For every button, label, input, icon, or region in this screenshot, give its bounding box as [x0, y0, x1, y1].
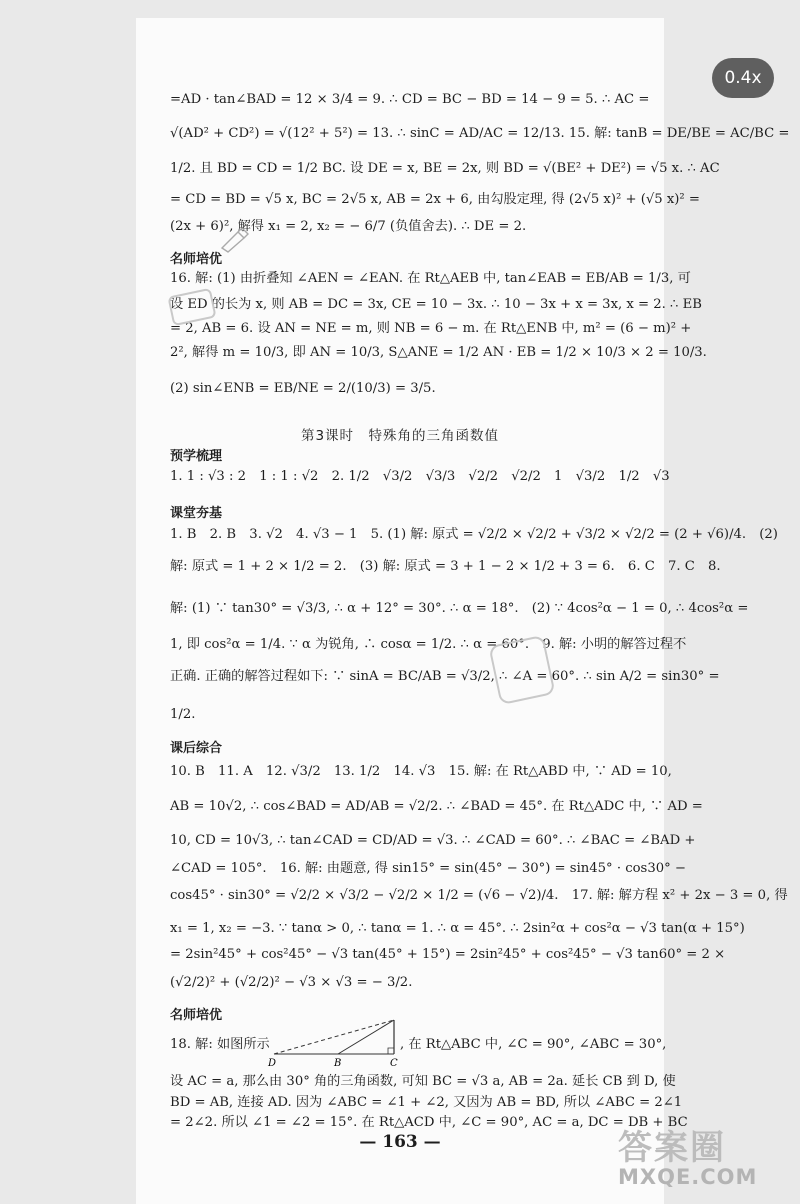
watermark-url: MXQE.COM [618, 1165, 758, 1189]
text-line: 设 AC = a, 那么由 30° 角的三角函数, 可知 BC = √3 a, AB = 2a. 延长 CB 到 D, 使 [170, 1074, 676, 1089]
text-line: 1/2. 且 BD = CD = 1/2 BC. 设 DE = x, BE = 2x, 则 BD = √(BE² + DE²) = √5 x. ∴ AC [170, 161, 720, 176]
section-heading: 课堂夯基 [170, 506, 223, 521]
text-line: BD = AB, 连接 AD. 因为 ∠ABC = ∠1 + ∠2, 又因为 AB = BD, 所以 ∠ABC = 2∠1 [170, 1095, 683, 1110]
text-line: 1. 1 : √3 : 2 1 : 1 : √2 2. 1/2 √3/2 √3/3 √2/2 √2/2 1 √3/2 1/2 √3 [170, 469, 670, 484]
text-line: 1, 即 cos²α = 1/4. ∵ α 为锐角, ∴ cosα = 1/2. ∴ α = 60°. 9. 解: 小明的解答过程不 [170, 637, 687, 652]
text-line: = CD = BD = √5 x, BC = 2√5 x, AB = 2x + 6, 由勾股定理, 得 (2√5 x)² + (√5 x)² = [170, 192, 700, 207]
watermark-logo-text: 答案圈 [618, 1128, 726, 1168]
text-line: AB = 10√2, ∴ cos∠BAD = AD/AB = √2/2. ∴ ∠BAD = 45°. 在 Rt△ADC 中, ∵ AD = [170, 799, 703, 814]
line-ba [338, 1020, 394, 1054]
text-line: 正确. 正确的解答过程如下: ∵ sinA = BC/AB = √3/2, ∴ ∠A = 60°. ∴ sin A/2 = sin30° = [170, 669, 720, 684]
section-heading: 名师培优 [170, 252, 223, 267]
text-line: x₁ = 1, x₂ = −3. ∵ tanα > 0, ∴ tanα = 1. ∴ α = 45°. ∴ 2sin²α + cos²α − √3 tan(α + 15°) [170, 921, 745, 936]
text-line: , 在 Rt△ABC 中, ∠C = 90°, ∠ABC = 30°, [400, 1037, 667, 1052]
text-line: 16. 解: (1) 由折叠知 ∠AEN = ∠EAN. 在 Rt△AEB 中, tan∠EAB = EB/AB = 1/3, 可 [170, 271, 691, 286]
text-line: =AD · tan∠BAD = 12 × 3/4 = 9. ∴ CD = BC − BD = 14 − 9 = 5. ∴ AC = [170, 92, 650, 107]
text-line: = 2sin²45° + cos²45° − √3 tan(45° + 15°) = 2sin²45° + cos²45° − √3 tan60° = 2 × [170, 947, 726, 962]
section-heading: 名师培优 [170, 1008, 223, 1023]
page-number: — 163 — [359, 1132, 441, 1152]
text-line: 2², 解得 m = 10/3, 即 AN = 10/3, S△ANE = 1/2 AN · EB = 1/2 × 10/3 × 2 = 10/3. [170, 345, 707, 360]
right-angle-mark [388, 1048, 394, 1054]
zoom-indicator[interactable]: 0.4x [712, 58, 774, 98]
label-c: C [390, 1058, 398, 1069]
text-line: ∠CAD = 105°. 16. 解: 由题意, 得 sin15° = sin(45° − 30°) = sin45° · cos30° − [170, 861, 686, 876]
text-line: (√2/2)² + (√2/2)² − √3 × √3 = − 3/2. [170, 975, 413, 990]
label-b: B [334, 1058, 342, 1069]
watermark-stamp [488, 635, 555, 705]
text-line: 18. 解: 如图所示 [170, 1037, 270, 1052]
label-d: D [268, 1058, 277, 1069]
text-line: = 2, AB = 6. 设 AN = NE = m, 则 NB = 6 − m. 在 Rt△ENB 中, m² = (6 − m)² + [170, 321, 692, 336]
site-watermark [618, 1120, 757, 1189]
pencil-doodle-icon [218, 224, 254, 254]
text-line: cos45° · sin30° = √2/2 × √3/2 − √2/2 × 1/2 = (√6 − √2)/4. 17. 解: 解方程 x² + 2x − 3 = 0, 得 [170, 888, 788, 903]
text-line: 10, CD = 10√3, ∴ tan∠CAD = CD/AD = √3. ∴ ∠CAD = 60°. ∴ ∠BAC = ∠BAD + [170, 833, 696, 848]
section-heading: 课后综合 [170, 741, 223, 756]
text-line: 1/2. [170, 707, 196, 722]
section-heading: 预学梳理 [170, 449, 223, 464]
lesson-title: 第3课时 特殊角的三角函数值 [300, 428, 500, 444]
text-line: 解: (1) ∵ tan30° = √3/3, ∴ α + 12° = 30°. ∴ α = 18°. (2) ∵ 4cos²α − 1 = 0, ∴ 4cos²α = [170, 601, 749, 616]
text-line: 设 ED 的长为 x, 则 AB = DC = 3x, CE = 10 − 3x. ∴ 10 − 3x + x = 3x, x = 2. ∴ EB [170, 297, 702, 312]
text-line: 10. B 11. A 12. √3/2 13. 1/2 14. √3 15. 解: 在 Rt△ABD 中, ∵ AD = 10, [170, 764, 672, 779]
line-da [274, 1020, 394, 1054]
text-line: √(AD² + CD²) = √(12² + 5²) = 13. ∴ sinC = AD/AC = 12/13. 15. 解: tanB = DE/BE = AC/BC = [170, 126, 790, 141]
text-line: 1. B 2. B 3. √2 4. √3 − 1 5. (1) 解: 原式 = √2/2 × √2/2 + √3/2 × √2/2 = (2 + √6)/4. (2) [170, 527, 778, 542]
text-line: 解: 原式 = 1 + 2 × 1/2 = 2. (3) 解: 原式 = 3 + 1 − 2 × 1/2 + 3 = 6. 6. C 7. C 8. [170, 559, 721, 574]
text-line: (2x + 6)², 解得 x₁ = 2, x₂ = − 6/7 (负值舍去). ∴ DE = 2. [170, 219, 527, 234]
text-line: (2) sin∠ENB = EB/NE = 2/(10/3) = 3/5. [170, 381, 436, 396]
text-line: = 2∠2. 所以 ∠1 = ∠2 = 15°. 在 Rt△ACD 中, ∠C = 90°, AC = a, DC = DB + BC [170, 1115, 688, 1130]
triangle-figure [262, 1014, 402, 1072]
